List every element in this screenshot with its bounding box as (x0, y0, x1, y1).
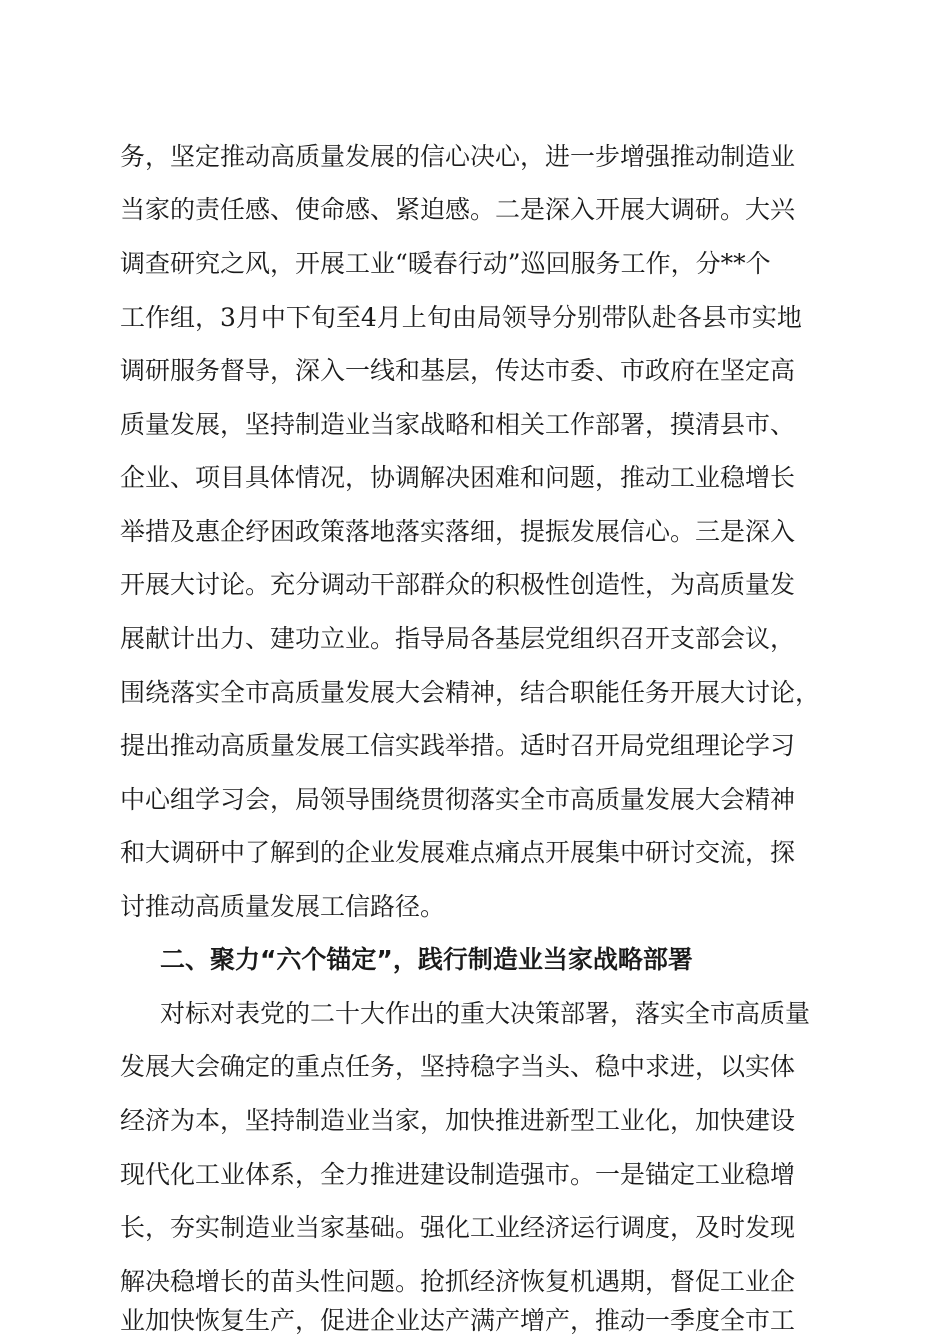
body-line: 调研服务督导，深入一线和基层，传达市委、市政府在坚定高 (120, 356, 796, 385)
body-line: 对标对表党的二十大作出的重大决策部署，落实全市高质量 (160, 999, 811, 1028)
body-line: 提出推动高质量发展工信实践举措。适时召开局党组理论学习 (120, 731, 796, 760)
body-line: 围绕落实全市高质量发展大会精神，结合职能任务开展大讨论， (120, 678, 821, 707)
body-line: 发展大会确定的重点任务，坚持稳字当头、稳中求进，以实体 (120, 1052, 796, 1081)
body-line: 经济为本，坚持制造业当家，加快推进新型工业化，加快建设 (120, 1106, 796, 1135)
body-line: 展献计出力、建功立业。指导局各基层党组织召开支部会议， (120, 624, 796, 653)
body-line: 当家的责任感、使命感、紧迫感。二是深入开展大调研。大兴 (120, 195, 796, 224)
section-heading: 二、聚力“六个锚定”，践行制造业当家战略部署 (160, 945, 693, 974)
body-line: 中心组学习会，局领导围绕贯彻落实全市高质量发展大会精神 (120, 785, 796, 814)
body-line: 现代化工业体系，全力推进建设制造强市。一是锚定工业稳增 (120, 1160, 796, 1189)
body-line: 务，坚定推动高质量发展的信心决心，进一步增强推动制造业 (120, 142, 796, 171)
body-line: 业加快恢复生产，促进企业达产满产增产，推动一季度全市工 (120, 1306, 796, 1335)
body-line: 企业、项目具体情况，协调解决困难和问题，推动工业稳增长 (120, 463, 796, 492)
body-line: 开展大讨论。充分调动干部群众的积极性创造性，为高质量发 (120, 570, 796, 599)
body-line: 讨推动高质量发展工信路径。 (120, 892, 446, 921)
body-line: 解决稳增长的苗头性问题。抢抓经济恢复机遇期，督促工业企 (120, 1267, 796, 1296)
body-line: 举措及惠企纾困政策落地落实落细，提振发展信心。三是深入 (120, 517, 796, 546)
body-line: 调查研究之风，开展工业“暖春行动”巡回服务工作，分**个 (120, 249, 771, 278)
body-line: 工作组，3月中下旬至4月上旬由局领导分别带队赴各县市实地 (120, 303, 802, 332)
body-line: 和大调研中了解到的企业发展难点痛点开展集中研讨交流，探 (120, 838, 796, 867)
body-line: 长，夯实制造业当家基础。强化工业经济运行调度，及时发现 (120, 1213, 796, 1242)
body-line: 质量发展，坚持制造业当家战略和相关工作部署，摸清县市、 (120, 410, 796, 439)
